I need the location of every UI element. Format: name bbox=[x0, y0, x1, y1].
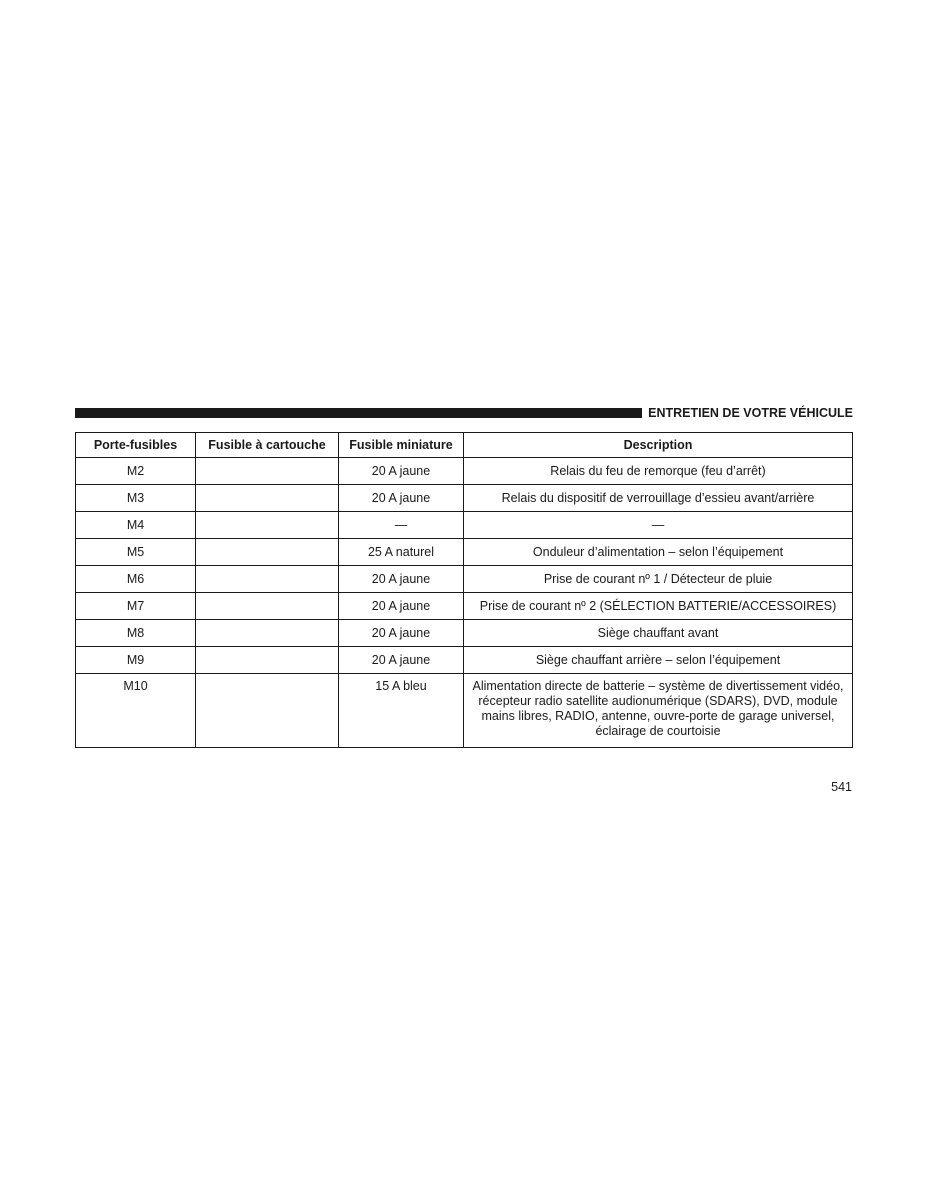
cell-description: Alimentation directe de batterie – système de divertissement vidéo, récepteur radio satellite audionumérique (SDARS), DVD, module mains libres, RADIO, antenne, ouvre-porte de garage universel, éclairage de courtoisie bbox=[464, 674, 853, 748]
cell-description: Onduleur d’alimentation – selon l’équipement bbox=[464, 539, 853, 566]
cell-porte-fusibles: M3 bbox=[76, 485, 196, 512]
cell-fusible-cartouche bbox=[196, 512, 339, 539]
section-title: ENTRETIEN DE VOTRE VÉHICULE bbox=[648, 406, 853, 420]
cell-fusible-miniature: 20 A jaune bbox=[339, 458, 464, 485]
column-header-porte-fusibles: Porte-fusibles bbox=[76, 433, 196, 458]
column-header-description: Description bbox=[464, 433, 853, 458]
table-row bbox=[76, 566, 853, 593]
section-header bbox=[75, 405, 853, 421]
cell-porte-fusibles: M5 bbox=[76, 539, 196, 566]
cell-fusible-cartouche bbox=[196, 539, 339, 566]
column-header-fusible-cartouche: Fusible à cartouche bbox=[196, 433, 339, 458]
cell-porte-fusibles: M4 bbox=[76, 512, 196, 539]
cell-fusible-miniature: 20 A jaune bbox=[339, 620, 464, 647]
cell-porte-fusibles: M9 bbox=[76, 647, 196, 674]
table-row bbox=[76, 539, 853, 566]
cell-fusible-cartouche bbox=[196, 458, 339, 485]
cell-fusible-miniature: — bbox=[339, 512, 464, 539]
cell-description: Relais du dispositif de verrouillage d’essieu avant/arrière bbox=[464, 485, 853, 512]
cell-description: Siège chauffant avant bbox=[464, 620, 853, 647]
column-header-fusible-miniature: Fusible miniature bbox=[339, 433, 464, 458]
table-row bbox=[76, 458, 853, 485]
header-rule bbox=[75, 408, 642, 418]
cell-porte-fusibles: M6 bbox=[76, 566, 196, 593]
cell-description: — bbox=[464, 512, 853, 539]
page-number: 541 bbox=[831, 780, 852, 794]
table-row bbox=[76, 647, 853, 674]
cell-fusible-miniature: 15 A bleu bbox=[339, 674, 464, 748]
table-row bbox=[76, 485, 853, 512]
cell-fusible-cartouche bbox=[196, 647, 339, 674]
cell-fusible-cartouche bbox=[196, 620, 339, 647]
cell-description: Prise de courant nº 2 (SÉLECTION BATTERIE/ACCESSOIRES) bbox=[464, 593, 853, 620]
cell-description: Siège chauffant arrière – selon l’équipement bbox=[464, 647, 853, 674]
cell-fusible-miniature: 25 A naturel bbox=[339, 539, 464, 566]
cell-fusible-miniature: 20 A jaune bbox=[339, 485, 464, 512]
table-row bbox=[76, 512, 853, 539]
cell-fusible-miniature: 20 A jaune bbox=[339, 593, 464, 620]
table-row bbox=[76, 593, 853, 620]
cell-fusible-miniature: 20 A jaune bbox=[339, 647, 464, 674]
cell-description: Relais du feu de remorque (feu d’arrêt) bbox=[464, 458, 853, 485]
cell-porte-fusibles: M8 bbox=[76, 620, 196, 647]
cell-description: Prise de courant nº 1 / Détecteur de pluie bbox=[464, 566, 853, 593]
cell-fusible-cartouche bbox=[196, 674, 339, 748]
cell-porte-fusibles: M7 bbox=[76, 593, 196, 620]
cell-fusible-cartouche bbox=[196, 566, 339, 593]
table-row bbox=[76, 674, 853, 748]
table-row bbox=[76, 620, 853, 647]
cell-fusible-miniature: 20 A jaune bbox=[339, 566, 464, 593]
cell-porte-fusibles: M2 bbox=[76, 458, 196, 485]
cell-fusible-cartouche bbox=[196, 593, 339, 620]
cell-porte-fusibles: M10 bbox=[76, 674, 196, 748]
table-header-row bbox=[76, 433, 853, 458]
cell-fusible-cartouche bbox=[196, 485, 339, 512]
fuse-table bbox=[75, 432, 853, 748]
